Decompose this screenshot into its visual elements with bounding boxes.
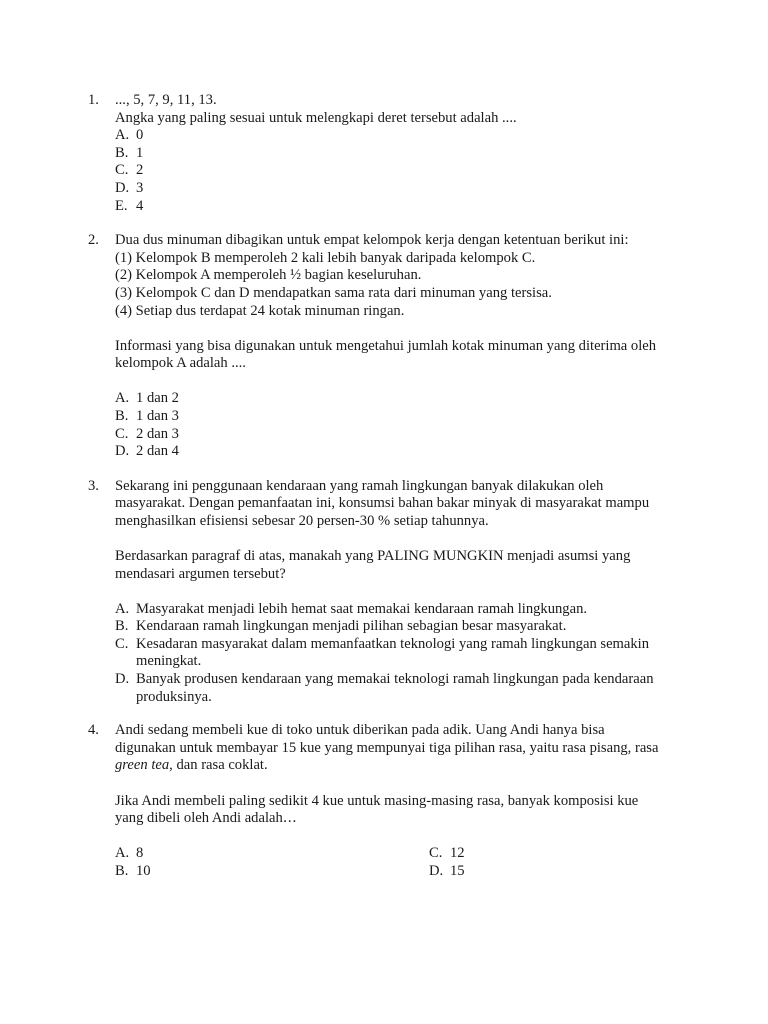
option-text: 2 — [136, 162, 144, 179]
option-letter: B. — [115, 144, 129, 161]
option-letter: C. — [429, 845, 443, 862]
option-text-cont: meningkat. — [136, 653, 202, 670]
question-4 — [88, 722, 690, 881]
question-prompt-line: Informasi yang bisa digunakan untuk mengetahui jumlah kotak minuman yang diterima oleh — [115, 337, 657, 354]
question-1 — [88, 92, 690, 215]
option-c — [429, 845, 629, 863]
option-letter: A. — [115, 845, 130, 862]
option-text: 1 dan 2 — [136, 390, 179, 407]
option-text: Kesadaran masyarakat dalam memanfaatkan teknologi yang ramah lingkungan semakin — [136, 635, 650, 652]
question-number: 4. — [88, 722, 99, 739]
number-sequence: ..., 5, 7, 9, 11, 13. — [115, 92, 217, 108]
option-letter: D. — [429, 862, 444, 879]
option-c — [115, 162, 690, 180]
question-2 — [88, 232, 690, 461]
option-letter: A. — [115, 600, 130, 617]
option-letter: A. — [115, 390, 130, 407]
option-grid — [115, 845, 690, 881]
option-text: 2 dan 4 — [136, 443, 179, 460]
paragraph-line: Sekarang ini penggunaan kendaraan yang ramah lingkungan banyak dilakukan oleh — [115, 477, 604, 494]
option-b — [115, 618, 690, 636]
option-text: 15 — [450, 862, 465, 879]
option-text: 1 — [136, 144, 144, 161]
option-text: 10 — [136, 862, 151, 879]
condition-3: (3) Kelompok C dan D mendapatkan sama rata dari minuman yang tersisa. — [115, 284, 552, 301]
question-number: 2. — [88, 232, 99, 249]
ellipsis: … — [282, 810, 297, 827]
option-text: 3 — [136, 179, 144, 196]
question-3 — [88, 477, 690, 707]
option-letter: C. — [115, 162, 129, 179]
option-text: Kendaraan ramah lingkungan menjadi pilihan sebagian besar masyarakat. — [136, 618, 567, 635]
option-text: 1 dan 3 — [136, 407, 179, 424]
option-column-right — [429, 845, 629, 880]
option-d — [115, 180, 690, 198]
question-prompt-line — [115, 810, 690, 828]
option-letter: D. — [115, 443, 130, 460]
option-text-cont: produksinya. — [136, 688, 212, 705]
paragraph-line: menghasilkan efisiensi sebesar 20 persen-30 % setiap tahunnya. — [115, 512, 489, 529]
option-b — [115, 145, 690, 163]
question-number: 1. — [88, 92, 99, 108]
option-letter: B. — [115, 618, 129, 635]
question-number: 3. — [88, 477, 99, 494]
option-letter: E. — [115, 197, 128, 214]
option-e — [115, 198, 690, 216]
paragraph-text: , dan rasa coklat. — [169, 757, 268, 774]
paragraph-line: masyarakat. Dengan pemanfaatan ini, konsumsi bahan bakar minyak di masyarakat mampu — [115, 495, 650, 512]
question-text: yang dibeli oleh Andi adalah — [115, 810, 283, 827]
option-b — [115, 408, 690, 426]
option-letter: D. — [115, 671, 130, 688]
option-a — [115, 390, 690, 408]
option-text: 4 — [136, 197, 144, 214]
option-c — [115, 636, 690, 671]
paragraph-line — [115, 757, 690, 775]
option-text: 0 — [136, 127, 144, 144]
question-intro: Dua dus minuman dibagikan untuk empat kelompok kerja dengan ketentuan berikut ini: — [115, 232, 629, 249]
option-b — [115, 863, 315, 881]
option-letter: B. — [115, 862, 129, 879]
option-d — [115, 671, 690, 706]
option-c — [115, 426, 690, 444]
option-letter: B. — [115, 407, 129, 424]
option-letter: D. — [115, 179, 130, 196]
question-prompt-line: mendasari argumen tersebut? — [115, 565, 286, 582]
option-a — [115, 601, 690, 619]
option-column-left — [115, 845, 315, 880]
condition-1: (1) Kelompok B memperoleh 2 kali lebih banyak daripada kelompok C. — [115, 249, 536, 266]
question-prompt: Angka yang paling sesuai untuk melengkapi deret tersebut adalah .... — [115, 109, 517, 126]
option-a — [115, 845, 315, 863]
option-letter: C. — [115, 425, 129, 442]
option-letter: C. — [115, 635, 129, 652]
option-text: Banyak produsen kendaraan yang memakai teknologi ramah lingkungan pada kendaraan — [136, 671, 654, 688]
option-text: Masyarakat menjadi lebih hemat saat memakai kendaraan ramah lingkungan. — [136, 600, 588, 617]
exam-page — [0, 91, 768, 881]
question-prompt-line: Berdasarkan paragraf di atas, manakah yang PALING MUNGKIN menjadi asumsi yang — [115, 547, 631, 564]
option-d — [429, 863, 629, 881]
option-a — [115, 127, 690, 145]
paragraph-line: Andi sedang membeli kue di toko untuk diberikan pada adik. Uang Andi hanya bisa — [115, 722, 605, 739]
option-text: 2 dan 3 — [136, 425, 179, 442]
question-prompt-line: Jika Andi membeli paling sedikit 4 kue untuk masing-masing rasa, banyak komposisi kue — [115, 792, 639, 809]
condition-2: (2) Kelompok A memperoleh ½ bagian keseluruhan. — [115, 267, 422, 284]
option-d — [115, 443, 690, 461]
paragraph-line: digunakan untuk membayar 15 kue yang mempunyai tiga pilihan rasa, yaitu rasa pisang, rasa — [115, 739, 659, 756]
option-text: 8 — [136, 845, 144, 862]
condition-4: (4) Setiap dus terdapat 24 kotak minuman ringan. — [115, 302, 405, 319]
option-text: 12 — [450, 845, 465, 862]
question-prompt-line: kelompok A adalah .... — [115, 355, 246, 372]
italic-term: green tea — [115, 757, 170, 774]
option-letter: A. — [115, 127, 130, 144]
